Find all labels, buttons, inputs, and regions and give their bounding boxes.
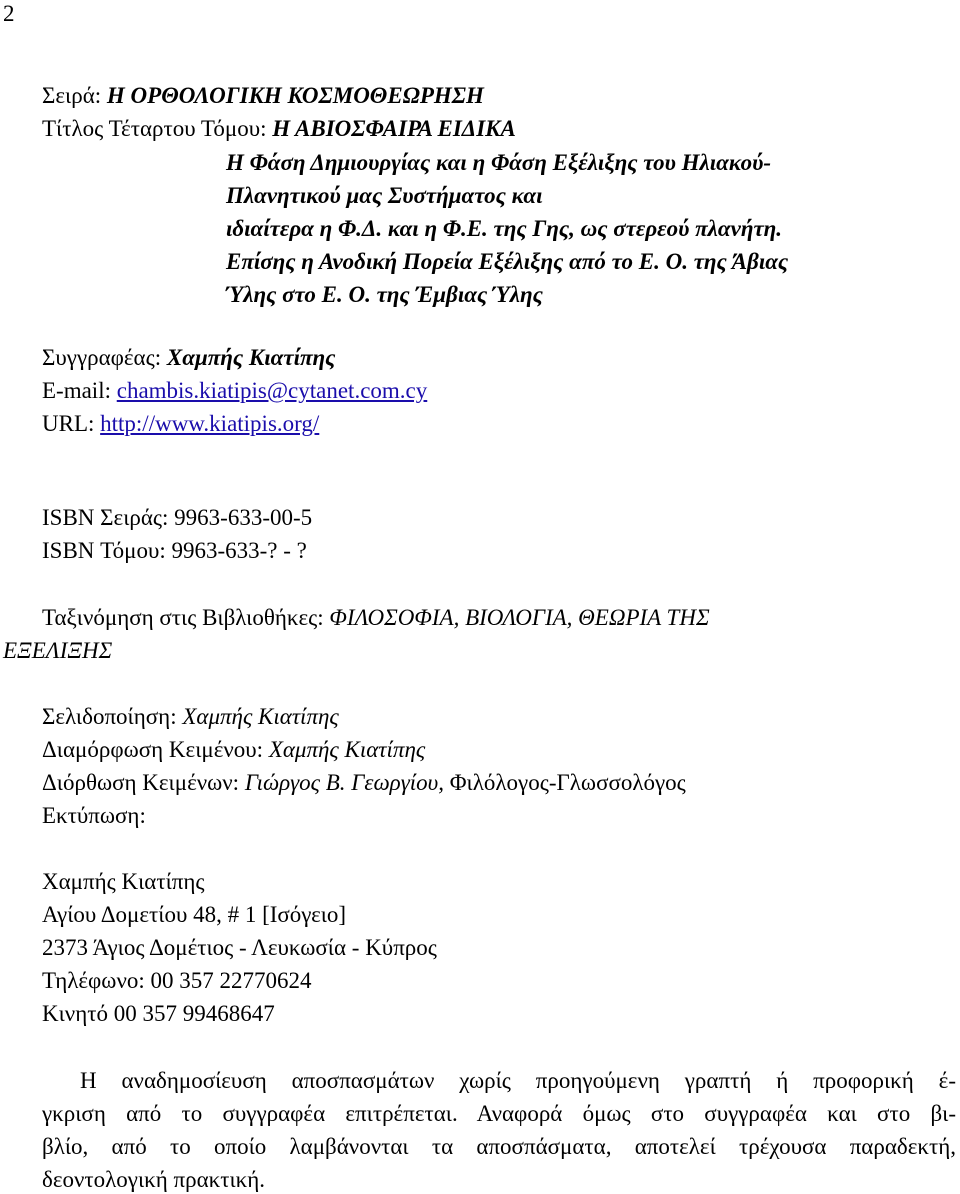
url-label: URL:	[42, 411, 95, 436]
email-link[interactable]: chambis.kiatipis@cytanet.com.cy	[116, 378, 428, 403]
volume-label: Τίτλος Τέταρτου Τόμου:	[42, 116, 267, 141]
proofreading-line	[42, 771, 686, 794]
classification-line	[42, 606, 710, 629]
pagination-label: Σελιδοποίηση:	[42, 704, 177, 729]
proofreading-label: Διόρθωση Κειμένων:	[42, 770, 240, 795]
printer-address: Αγίου Δομετίου 48, # 1 [Ισόγειο]	[42, 902, 347, 927]
website-link[interactable]: http://www.kiatipis.org/	[100, 411, 320, 436]
volume-subtitle-line: Πλανητικού μας Συστήματος και	[226, 183, 543, 208]
page-number: 2	[3, 1, 15, 26]
volume-subtitle-line: Η Φάση Δημιουργίας και η Φάση Εξέλιξης του Ηλιακού-	[226, 150, 772, 175]
isbn-series: ISBN Σειράς: 9963-633-00-5	[42, 505, 313, 530]
pagination-value: Χαμπής Κιατίπης	[182, 704, 339, 729]
formatting-label: Διαμόρφωση Κειμένου:	[42, 737, 264, 762]
notice-line: γκριση από το συγγραφέα επιτρέπεται. Αναφορά όμως στο συγγραφέα και στο βι-	[42, 1101, 956, 1126]
email-line	[42, 379, 427, 402]
notice-line: δεοντολογική πρακτική.	[42, 1167, 266, 1192]
classification-value-continued: ΕΞΕΛΙΞΗΣ	[3, 638, 113, 663]
volume-subtitle-line: ιδιαίτερα η Φ.Δ. και η Φ.Ε. της Γης, ως στερεού πλανήτη.	[226, 216, 783, 241]
author-label: Συγγραφέας:	[42, 345, 162, 370]
formatting-line	[42, 738, 425, 761]
printer-mobile: Κινητό 00 357 99468647	[42, 1001, 275, 1026]
classification-value: ΦΙΛΟΣΟΦΙΑ, ΒΙΟΛΟΓΙΑ, ΘΕΩΡΙΑ ΤΗΣ	[329, 605, 710, 630]
author-name: Χαμπής Κιατίπης	[166, 345, 336, 370]
formatting-value: Χαμπής Κιατίπης	[268, 737, 426, 762]
volume-title: Η ΑΒΙΟΣΦΑΙΡΑ ΕΙΔΙΚΑ	[272, 116, 516, 141]
isbn-volume: ISBN Τόμου: 9963-633-? - ?	[42, 538, 307, 563]
author-line	[42, 346, 335, 369]
printing-label: Εκτύπωση:	[42, 803, 146, 828]
url-line	[42, 412, 319, 435]
notice-line: Η αναδημοσίευση αποσπασμάτων χωρίς προηγούμενη γραπτή ή προφορική έ-	[80, 1068, 956, 1093]
notice-line: βλίο, από το οποίο λαμβάνονται τα αποσπάσματα, αποτελεί τρέχουσα παραδεκτή,	[42, 1134, 956, 1159]
proofreading-role: Φιλόλογος-Γλωσσολόγος	[449, 770, 686, 795]
classification-label: Ταξινόμηση στις Βιβλιοθήκες:	[42, 605, 324, 630]
proofreading-value: Γιώργος Β. Γεωργίου,	[244, 770, 444, 795]
series-title: Η ΟΡΘΟΛΟΓΙΚΗ ΚΟΣΜΟΘΕΩΡΗΣΗ	[106, 83, 484, 108]
series-label: Σειρά:	[42, 83, 102, 108]
volume-subtitle-line: Ύλης στο Ε. Ο. της Έμβιας Ύλης	[226, 282, 543, 307]
volume-subtitle-line: Επίσης η Ανοδική Πορεία Εξέλιξης από το Ε. Ο. της Άβιας	[226, 249, 789, 274]
printer-city: 2373 Άγιος Δομέτιος - Λευκωσία - Κύπρος	[42, 935, 437, 960]
email-label: E-mail:	[42, 378, 111, 403]
series-line	[42, 84, 484, 107]
pagination-line	[42, 705, 339, 728]
printer-name: Χαμπής Κιατίπης	[42, 869, 205, 894]
volume-line	[42, 117, 516, 140]
printer-phone: Τηλέφωνο: 00 357 22770624	[42, 968, 312, 993]
